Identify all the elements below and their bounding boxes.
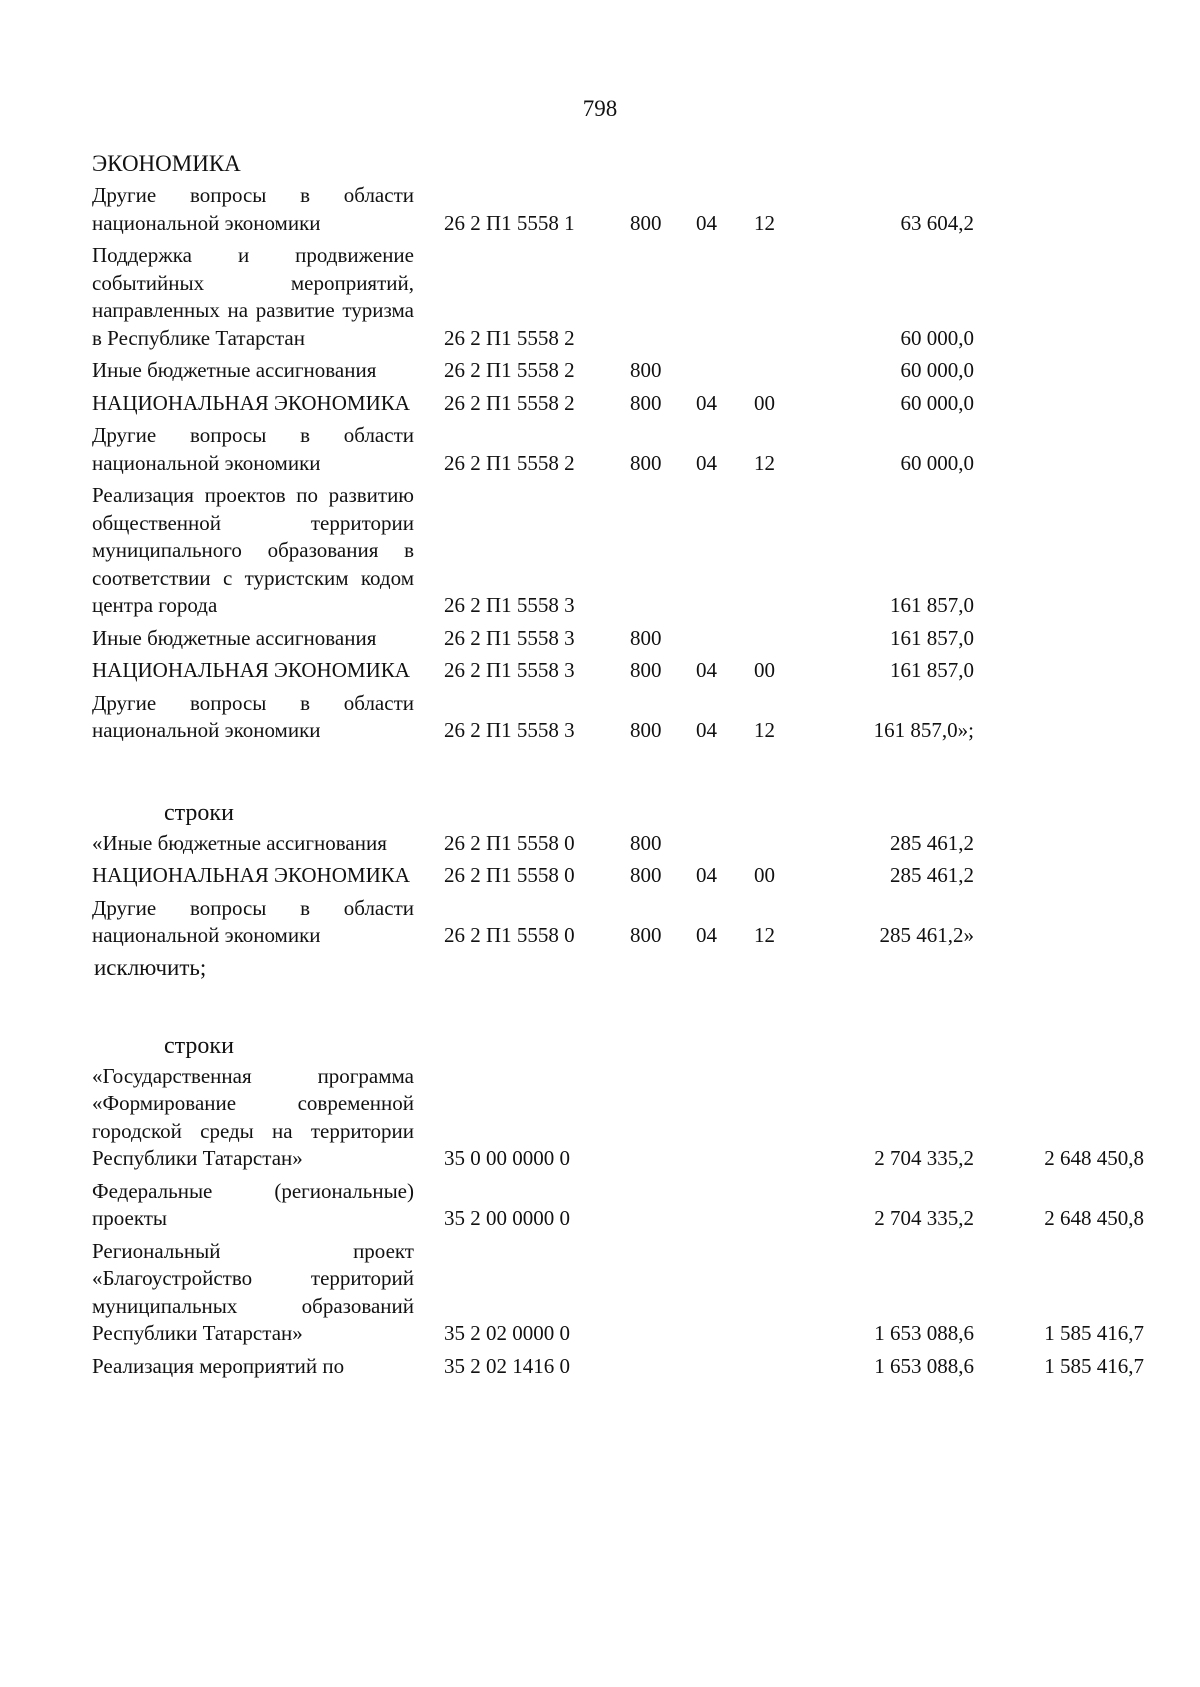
section-code: 04 (696, 863, 717, 887)
expense-type: 800 (630, 718, 662, 742)
target-code: 35 2 02 1416 0 (444, 1353, 570, 1378)
row-name: Иные бюджетные ассигнования (92, 358, 377, 382)
section-heading: ЭКОНОМИКА (92, 151, 241, 176)
amount-year-1: 1 653 088,6 (874, 1353, 974, 1378)
target-code: 35 0 00 0000 0 (444, 1146, 570, 1170)
amount-year-1: 2 704 335,2 (874, 1206, 974, 1230)
expense-type: 800 (630, 450, 662, 475)
table-row (92, 1061, 1152, 1176)
row-name: Другие вопросы в области национальной экономики (92, 895, 414, 947)
rows-label: строки (164, 1032, 234, 1059)
table-row (92, 860, 1152, 893)
expense-type: 800 (630, 625, 662, 650)
table-row (92, 480, 1152, 623)
budget-rows-block-3 (92, 1061, 1152, 1384)
subsection-code: 12 (754, 210, 775, 235)
amount-year-1: 63 604,2 (900, 210, 974, 235)
page-number: 798 (582, 96, 618, 121)
row-name: Реализация проектов по развитию общественной территории муниципального образования в соответствии с туристским кодом центра города (92, 483, 414, 617)
amount-year-1: 161 857,0»; (873, 718, 974, 742)
amount-year-2: 1 585 416,7 (1044, 1353, 1144, 1378)
budget-rows-block-1 (92, 180, 1152, 748)
expense-type: 800 (630, 358, 662, 382)
row-name: Реализация мероприятий по (92, 1353, 345, 1378)
row-name: «Иные бюджетные ассигнования (92, 830, 387, 855)
target-code: 26 2 П1 5558 2 (444, 390, 575, 415)
amount-year-1: 60 000,0 (900, 390, 974, 415)
amount-year-1: 161 857,0 (890, 593, 974, 617)
row-name: Другие вопросы в области национальной экономики (92, 690, 414, 742)
row-name: НАЦИОНАЛЬНАЯ ЭКОНОМИКА (92, 390, 410, 415)
budget-table-content (92, 150, 1152, 1383)
target-code: 26 2 П1 5558 3 (444, 593, 575, 617)
target-code: 26 2 П1 5558 3 (444, 718, 575, 742)
expense-type: 800 (630, 863, 662, 887)
expense-type: 800 (630, 923, 662, 947)
target-code: 26 2 П1 5558 0 (444, 923, 575, 947)
rows-label: строки (164, 799, 234, 826)
amount-year-1: 60 000,0 (900, 325, 974, 350)
amount-year-1: 60 000,0 (900, 450, 974, 475)
row-name: Поддержка и продвижение событийных мероприятий, направленных на развитие туризма в Республике Татарстан (92, 243, 414, 350)
amount-year-2: 1 585 416,7 (1044, 1321, 1144, 1345)
target-code: 35 2 02 0000 0 (444, 1321, 570, 1345)
target-code: 26 2 П1 5558 0 (444, 830, 575, 855)
amount-year-1: 161 857,0 (890, 625, 974, 650)
amount-year-1: 285 461,2» (879, 923, 974, 947)
target-code: 35 2 00 0000 0 (444, 1206, 570, 1230)
table-row (92, 623, 1152, 656)
amount-year-2: 2 648 450,8 (1044, 1146, 1144, 1170)
row-name: «Государственная программа «Формирование современной городской среды на территории Республики Татарстан» (92, 1063, 414, 1170)
amount-year-1: 60 000,0 (900, 358, 974, 382)
row-name: Другие вопросы в области национальной экономики (92, 183, 414, 235)
amount-year-1: 1 653 088,6 (874, 1321, 974, 1345)
table-row (92, 420, 1152, 480)
expense-type: 800 (630, 830, 662, 855)
table-row (92, 388, 1152, 421)
subsection-code: 00 (754, 658, 775, 682)
expense-type: 800 (630, 658, 662, 682)
target-code: 26 2 П1 5558 2 (444, 450, 575, 475)
amount-year-2: 2 648 450,8 (1044, 1206, 1144, 1230)
subsection-code: 12 (754, 450, 775, 475)
subsection-code: 12 (754, 718, 775, 742)
table-row (92, 688, 1152, 748)
section-code: 04 (696, 658, 717, 682)
table-row (92, 828, 1152, 861)
section-code: 04 (696, 210, 717, 235)
table-row (92, 1236, 1152, 1351)
section-code: 04 (696, 390, 717, 415)
amount-year-1: 161 857,0 (890, 658, 974, 682)
exclude-instruction: исключить; (94, 954, 207, 980)
expense-type: 800 (630, 390, 662, 415)
row-name: Иные бюджетные ассигнования (92, 625, 377, 650)
table-row (92, 1351, 1152, 1384)
section-code: 04 (696, 923, 717, 947)
amount-year-1: 285 461,2 (890, 863, 974, 887)
target-code: 26 2 П1 5558 3 (444, 658, 575, 682)
row-name: Региональный проект «Благоустройство территорий муниципальных образований Республики Татарстан» (92, 1238, 414, 1345)
section-code: 04 (696, 450, 717, 475)
row-name: НАЦИОНАЛЬНАЯ ЭКОНОМИКА (92, 863, 410, 887)
table-row (92, 180, 1152, 240)
table-row (92, 240, 1152, 355)
target-code: 26 2 П1 5558 2 (444, 358, 575, 382)
table-row (92, 355, 1152, 388)
table-row (92, 1176, 1152, 1236)
amount-year-1: 285 461,2 (890, 830, 974, 855)
subsection-code: 00 (754, 390, 775, 415)
budget-rows-block-2 (92, 828, 1152, 953)
expense-type: 800 (630, 210, 662, 235)
target-code: 26 2 П1 5558 0 (444, 863, 575, 887)
row-name: НАЦИОНАЛЬНАЯ ЭКОНОМИКА (92, 658, 410, 682)
table-row (92, 655, 1152, 688)
subsection-code: 12 (754, 923, 775, 947)
amount-year-1: 2 704 335,2 (874, 1146, 974, 1170)
row-name: Другие вопросы в области национальной экономики (92, 423, 414, 475)
target-code: 26 2 П1 5558 2 (444, 325, 575, 350)
section-code: 04 (696, 718, 717, 742)
row-name: Федеральные (региональные) проекты (92, 1178, 414, 1230)
subsection-code: 00 (754, 863, 775, 887)
target-code: 26 2 П1 5558 1 (444, 210, 575, 235)
target-code: 26 2 П1 5558 3 (444, 625, 575, 650)
table-row (92, 893, 1152, 953)
